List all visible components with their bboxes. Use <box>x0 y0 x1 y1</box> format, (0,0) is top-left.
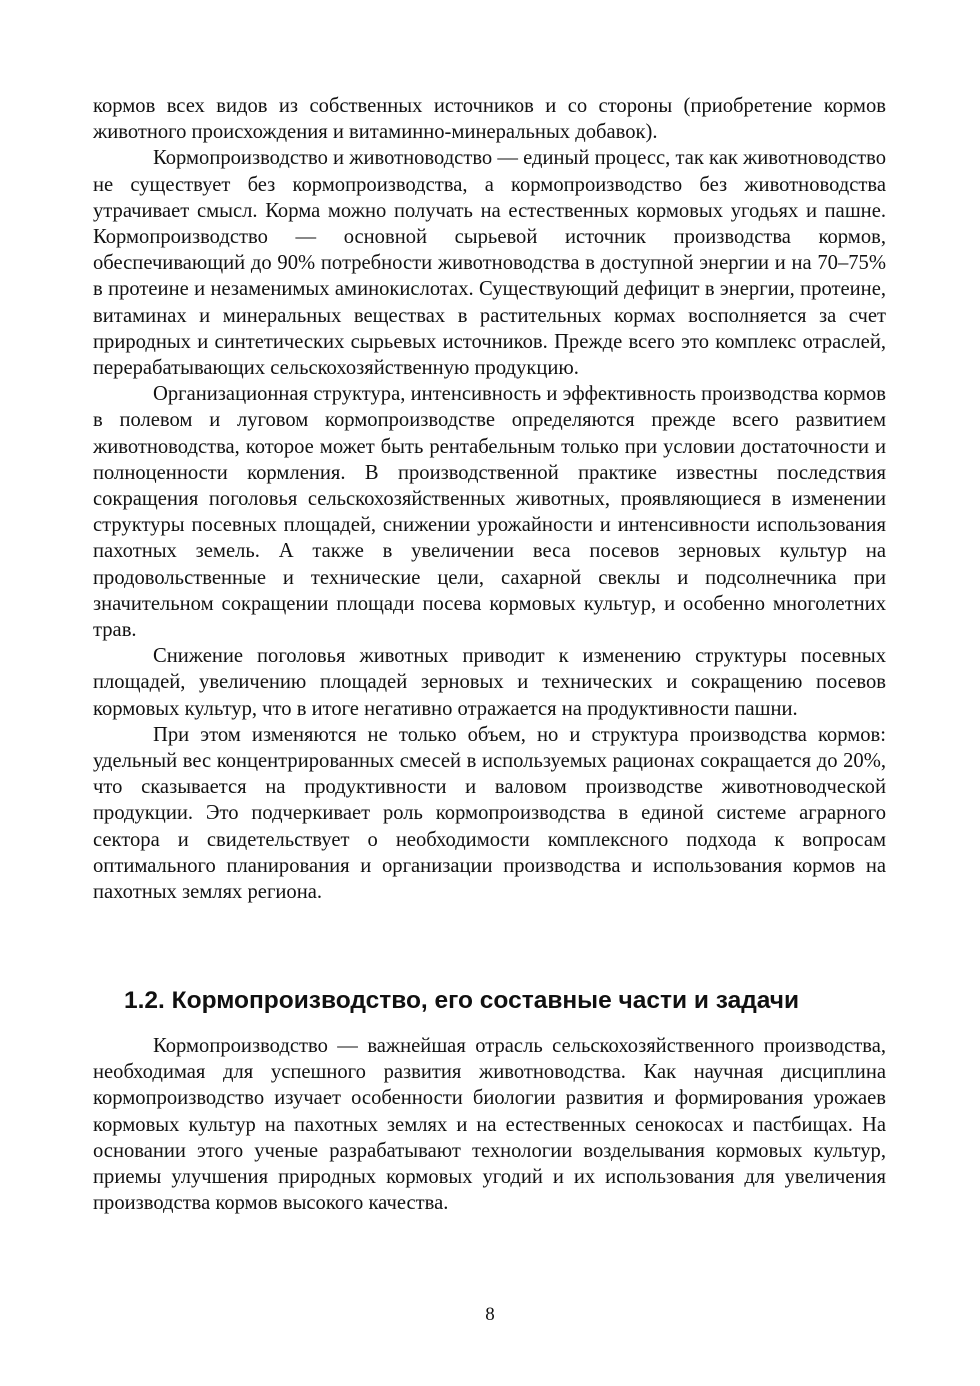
paragraph-continuation: кормов всех видов из собственных источников и со стороны (приобретение кормов животного происхождения и витаминно-минеральных добавок). <box>93 95 886 144</box>
paragraph: Кормопроизводство и животноводство — единый процесс, так как животноводство не существует без кормопроизводства, а кормопроизводство без животноводства утрачивает смысл. Корма можно получать на естественных кормовых угодьях и пашне. Кормопроизводство — основной сырьевой источник производства кормов, обеспечивающий до 90% потребности животноводства в доступной энергии и на 70–75% в протеине и незаменимых аминокислотах. Существующий дефицит в энергии, протеине, витаминах и минеральных веществах в растительных кормах восполняется за счет природных и синтетических сырьевых источников. Прежде всего это комплекс отраслей, перерабатывающих сельскохозяйственную продукцию. <box>93 147 886 380</box>
section-body-text <box>93 1033 886 1216</box>
body-text <box>93 93 886 905</box>
section-heading: 1.2. Кормопроизводство, его составные части и задачи <box>124 987 800 1014</box>
page-number: 8 <box>485 1304 495 1325</box>
paragraph: Кормопроизводство — важнейшая отрасль сельскохозяйственного производства, необходимая для успешного развития животноводства. Как научная дисциплина кормопроизводство изучает особенности биологии развития и формирования урожаев кормовых культур на пахотных землях и на естественных сенокосах и пастбищах. На основании этого ученые разрабатывают технологии возделывания кормовых культур, приемы улучшения природных кормовых угодий и их использования для увеличения производства кормов высокого качества. <box>93 1035 886 1215</box>
paragraph: Снижение поголовья животных приводит к изменению структуры посевных площадей, увеличению площадей зерновых и технических и сокращению посевов кормовых культур, что в итоге негативно отражается на продуктивности пашни. <box>93 645 886 720</box>
paragraph: При этом изменяются не только объем, но и структура производства кормов: удельный вес концентрированных смесей в используемых рационах сокращается до 20%, что сказывается на продуктивности и валовом производстве животноводческой продукции. Это подчеркивает роль кормопроизводства в единой системе аграрного сектора и свидетельствует о необходимости комплексного подхода к вопросам оптимального планирования и организации производства и использования кормов на пахотных землях региона. <box>93 723 886 904</box>
paragraph: Организационная структура, интенсивность и эффективность производства кормов в полевом и луговом кормопроизводстве определяются прежде всего развитием животноводства, которое может быть рентабельным только при условии достаточности и полноценности кормления. В производственной практике известны последствия сокращения поголовья сельскохозяйственных животных, проявляющиеся в изменении структуры посевных площадей, снижении урожайности и интенсивности использования пахотных земель. А также в увеличении веса посевов зерновых культур на продовольственные и технические цели, сахарной свеклы и подсолнечника при значительном сокращении площади посева кормовых культур, и особенно многолетних трав. <box>93 383 886 642</box>
